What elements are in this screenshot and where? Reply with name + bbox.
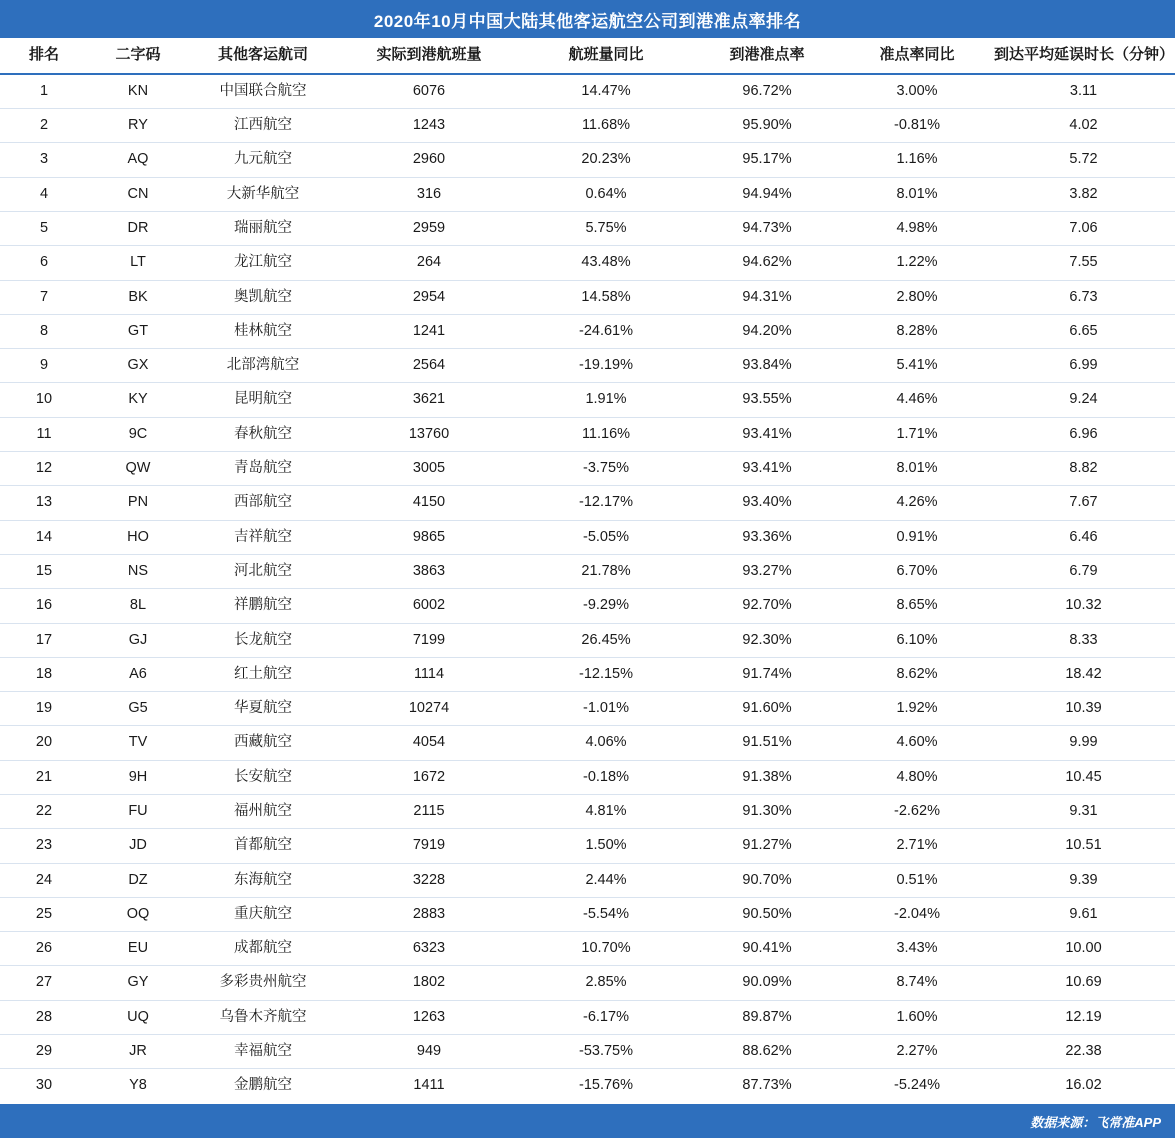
cell-rank: 2 <box>0 109 88 143</box>
cell-rank: 18 <box>0 657 88 691</box>
table-row <box>0 932 1175 966</box>
cell-flights: 6323 <box>338 932 520 966</box>
cell-code: QW <box>88 452 188 486</box>
cell-code: Y8 <box>129 1077 147 1094</box>
cell-rank: 30 <box>35 1077 53 1094</box>
cell-ontime-yoy: 8.01% <box>842 452 992 486</box>
cell-ontime-yoy: 6.10% <box>842 623 992 657</box>
cell-flights: 3621 <box>338 383 520 417</box>
cell-airline: 西藏航空 <box>188 726 338 760</box>
cell-rank: 28 <box>0 1000 88 1034</box>
cell-ontime-yoy: 8.65% <box>842 589 992 623</box>
cell-flights: 3863 <box>338 554 520 588</box>
table-row <box>0 452 1175 486</box>
table-row <box>0 417 1175 451</box>
cell-flights-yoy: -12.15% <box>520 657 692 691</box>
cell-flights-yoy: 0.64% <box>520 177 692 211</box>
table-row <box>0 246 1175 280</box>
table-row <box>0 966 1175 1000</box>
cell-avg-delay: 10.45 <box>992 760 1175 794</box>
cell-ontime-yoy: 2.80% <box>842 280 992 314</box>
cell-airline: 乌鲁木齐航空 <box>188 1000 338 1034</box>
cell-flights: 2883 <box>338 897 520 931</box>
cell-flights-yoy: 14.58% <box>520 280 692 314</box>
cell-code: PN <box>88 486 188 520</box>
table-row <box>0 143 1175 177</box>
cell-airline: 吉祥航空 <box>188 520 338 554</box>
table-row <box>0 349 1175 383</box>
cell-code: GT <box>88 314 188 348</box>
cell-avg-delay: 12.19 <box>992 1000 1175 1034</box>
cell-flights-yoy: -53.75% <box>520 1035 692 1069</box>
page-title-text: 2020年10月中国大陆其他客运航空公司到港准点率排名 <box>373 11 802 31</box>
cell-code: KY <box>88 383 188 417</box>
cell-code: HO <box>88 520 188 554</box>
cell-avg-delay: 9.99 <box>992 726 1175 760</box>
cell-rank: 13 <box>0 486 88 520</box>
cell-code: G5 <box>88 692 188 726</box>
cell-airline: 桂林航空 <box>188 314 338 348</box>
cell-airline: 华夏航空 <box>188 692 338 726</box>
cell-code: GJ <box>88 623 188 657</box>
cell-flights: 2959 <box>338 211 520 245</box>
cell-code: LT <box>88 246 188 280</box>
cell-rank: 27 <box>0 966 88 1000</box>
cell-ontime-yoy: 1.92% <box>842 692 992 726</box>
cell-airline: 多彩贵州航空 <box>188 966 338 1000</box>
cell-ontime-rate: 93.40% <box>692 486 842 520</box>
table-row <box>0 109 1175 143</box>
cell-code: GX <box>88 349 188 383</box>
cell-rank: 12 <box>0 452 88 486</box>
cell-flights: 1263 <box>338 1000 520 1034</box>
cell-flights-yoy: -6.17% <box>520 1000 692 1034</box>
cell-rank: 25 <box>0 897 88 931</box>
cell-flights: 2960 <box>338 143 520 177</box>
cell-code: RY <box>88 109 188 143</box>
cell-code: 9H <box>88 760 188 794</box>
cell-rank: 15 <box>0 554 88 588</box>
cell-flights: 949 <box>338 1035 520 1069</box>
cell-flights-yoy: 20.23% <box>520 143 692 177</box>
cell-avg-delay: 6.79 <box>992 554 1175 588</box>
cell-rank: 3 <box>0 143 88 177</box>
cell-ontime-rate: 95.17% <box>692 143 842 177</box>
cell-avg-delay: 8.82 <box>992 452 1175 486</box>
cell-airline: 西部航空 <box>188 486 338 520</box>
cell-rank: 21 <box>0 760 88 794</box>
cell-ontime-rate: 90.70% <box>692 863 842 897</box>
cell-airline: 重庆航空 <box>188 897 338 931</box>
cell-code: OQ <box>88 897 188 931</box>
cell-ontime-rate: 91.30% <box>692 794 842 828</box>
cell-ontime-rate: 91.74% <box>692 657 842 691</box>
cell-flights: 316 <box>338 177 520 211</box>
cell-rank: 16 <box>0 589 88 623</box>
cell-flights-yoy: 14.47% <box>520 74 692 109</box>
cell-ontime-yoy: 0.51% <box>842 863 992 897</box>
cell-avg-delay: 4.02 <box>992 109 1175 143</box>
cell-avg-delay: 18.42 <box>992 657 1175 691</box>
cell-ontime-yoy: -5.24% <box>894 1077 940 1094</box>
column-header-ontime-yoy: 准点率同比 <box>842 38 992 74</box>
cell-ontime-rate: 94.62% <box>692 246 842 280</box>
cell-avg-delay: 3.82 <box>992 177 1175 211</box>
cell-flights-yoy: 1.50% <box>520 829 692 863</box>
cell-ontime-rate: 93.84% <box>692 349 842 383</box>
cell-ontime-rate: 91.38% <box>692 760 842 794</box>
cell-ontime-rate: 93.41% <box>692 417 842 451</box>
cell-flights: 6076 <box>338 74 520 109</box>
cell-airline: 瑞丽航空 <box>188 211 338 245</box>
cell-code: EU <box>88 932 188 966</box>
cell-avg-delay: 6.65 <box>992 314 1175 348</box>
cell-flights-yoy: 4.81% <box>520 794 692 828</box>
cell-code: AQ <box>88 143 188 177</box>
cell-ontime-rate: 93.27% <box>692 554 842 588</box>
header-row <box>0 38 1175 74</box>
table-row <box>0 829 1175 863</box>
cell-code: TV <box>88 726 188 760</box>
cell-flights: 4054 <box>338 726 520 760</box>
cell-ontime-yoy: -2.62% <box>842 794 992 828</box>
cell-ontime-yoy: 3.43% <box>842 932 992 966</box>
cell-avg-delay: 10.51 <box>992 829 1175 863</box>
cell-airline: 成都航空 <box>188 932 338 966</box>
column-header-flights: 实际到港航班量 <box>338 38 520 74</box>
cell-flights-yoy: -9.29% <box>520 589 692 623</box>
table-row <box>0 520 1175 554</box>
cell-flights: 3228 <box>338 863 520 897</box>
table-row <box>0 280 1175 314</box>
cell-ontime-rate: 94.20% <box>692 314 842 348</box>
column-header-airline: 其他客运航司 <box>188 38 338 74</box>
cell-rank: 8 <box>0 314 88 348</box>
cell-rank: 6 <box>0 246 88 280</box>
cell-flights-yoy: 2.44% <box>520 863 692 897</box>
cell-airline: 福州航空 <box>188 794 338 828</box>
cell-avg-delay: 9.39 <box>992 863 1175 897</box>
cell-rank: 22 <box>0 794 88 828</box>
cell-flights: 1672 <box>338 760 520 794</box>
cell-flights: 6002 <box>338 589 520 623</box>
cell-airline: 长安航空 <box>188 760 338 794</box>
cell-rank: 7 <box>0 280 88 314</box>
cell-avg-delay: 7.55 <box>992 246 1175 280</box>
cell-ontime-yoy: 4.98% <box>842 211 992 245</box>
cell-flights-yoy: 4.06% <box>520 726 692 760</box>
cell-airline: 幸福航空 <box>188 1035 338 1069</box>
cell-ontime-rate: 92.70% <box>692 589 842 623</box>
table-row <box>0 1035 1175 1069</box>
cell-ontime-yoy: 1.60% <box>842 1000 992 1034</box>
cell-ontime-yoy: 8.01% <box>842 177 992 211</box>
cell-flights: 1802 <box>338 966 520 1000</box>
cell-airline: 北部湾航空 <box>188 349 338 383</box>
cell-flights: 1114 <box>338 657 520 691</box>
cell-airline: 春秋航空 <box>188 417 338 451</box>
cell-ontime-yoy: -0.81% <box>842 109 992 143</box>
cell-rank: 24 <box>0 863 88 897</box>
cell-flights: 1241 <box>338 314 520 348</box>
cell-ontime-rate: 90.09% <box>692 966 842 1000</box>
cell-flights-yoy: 10.70% <box>520 932 692 966</box>
cell-ontime-rate: 96.72% <box>692 74 842 109</box>
cell-flights-yoy: 5.75% <box>520 211 692 245</box>
cell-ontime-rate: 91.27% <box>692 829 842 863</box>
cell-airline: 红土航空 <box>188 657 338 691</box>
cell-code: DR <box>88 211 188 245</box>
cell-code: FU <box>88 794 188 828</box>
cell-rank: 10 <box>0 383 88 417</box>
cell-flights-yoy: 2.85% <box>520 966 692 1000</box>
cell-flights-yoy: -5.54% <box>520 897 692 931</box>
cell-flights-yoy: 1.91% <box>520 383 692 417</box>
cell-ontime-yoy: 6.70% <box>842 554 992 588</box>
table-row <box>0 760 1175 794</box>
cell-airline: 龙江航空 <box>188 246 338 280</box>
cell-code: JD <box>88 829 188 863</box>
cell-avg-delay: 10.32 <box>992 589 1175 623</box>
table-row <box>0 314 1175 348</box>
cell-rank: 23 <box>0 829 88 863</box>
cell-flights: 10274 <box>338 692 520 726</box>
cell-flights: 1411 <box>413 1077 445 1094</box>
cell-avg-delay: 6.73 <box>992 280 1175 314</box>
cell-code: DZ <box>88 863 188 897</box>
cell-flights-yoy: -0.18% <box>520 760 692 794</box>
cell-ontime-rate: 94.94% <box>692 177 842 211</box>
cell-ontime-yoy: 5.41% <box>842 349 992 383</box>
column-header-rank: 排名 <box>0 38 88 74</box>
cell-code: 9C <box>88 417 188 451</box>
cell-flights: 3005 <box>338 452 520 486</box>
cell-ontime-rate: 90.41% <box>692 932 842 966</box>
cell-ontime-yoy: 1.16% <box>842 143 992 177</box>
cell-code: GY <box>88 966 188 1000</box>
cell-airline: 祥鹏航空 <box>188 589 338 623</box>
table-row <box>0 726 1175 760</box>
cell-ontime-yoy: 2.27% <box>842 1035 992 1069</box>
cell-code: JR <box>88 1035 188 1069</box>
cell-flights: 1243 <box>338 109 520 143</box>
cell-airline: 金鹏航空 <box>234 1077 292 1094</box>
table-row <box>0 383 1175 417</box>
cell-flights-yoy: -12.17% <box>520 486 692 520</box>
cell-rank: 26 <box>0 932 88 966</box>
table-row <box>0 863 1175 897</box>
cell-ontime-yoy: 4.46% <box>842 383 992 417</box>
cell-rank: 14 <box>0 520 88 554</box>
column-header-code: 二字码 <box>88 38 188 74</box>
cell-flights: 13760 <box>338 417 520 451</box>
ranking-table <box>0 38 1175 1103</box>
cell-ontime-yoy: 2.71% <box>842 829 992 863</box>
cell-code: CN <box>88 177 188 211</box>
cell-rank: 20 <box>0 726 88 760</box>
cell-flights: 2115 <box>338 794 520 828</box>
cell-ontime-rate: 89.87% <box>692 1000 842 1034</box>
cell-code: A6 <box>88 657 188 691</box>
table-row <box>0 177 1175 211</box>
cell-flights-yoy: -19.19% <box>520 349 692 383</box>
cell-airline: 首都航空 <box>188 829 338 863</box>
cell-ontime-rate: 87.73% <box>742 1077 792 1094</box>
cell-flights: 264 <box>338 246 520 280</box>
source-text: 数据来源：飞常准APP <box>1030 1114 1161 1130</box>
cell-flights-yoy: 21.78% <box>520 554 692 588</box>
table-row <box>0 554 1175 588</box>
cell-airline: 江西航空 <box>188 109 338 143</box>
table-row <box>0 794 1175 828</box>
cell-ontime-rate: 94.31% <box>692 280 842 314</box>
cell-avg-delay: 5.72 <box>992 143 1175 177</box>
cell-ontime-yoy: -2.04% <box>842 897 992 931</box>
cell-code: 8L <box>88 589 188 623</box>
page-title <box>0 0 1175 38</box>
cell-code: UQ <box>88 1000 188 1034</box>
cell-airline: 中国联合航空 <box>188 74 338 109</box>
cell-avg-delay: 3.11 <box>992 74 1175 109</box>
cell-avg-delay: 10.00 <box>992 932 1175 966</box>
cell-flights: 7919 <box>338 829 520 863</box>
cell-ontime-rate: 93.41% <box>692 452 842 486</box>
table-row <box>0 1000 1175 1034</box>
cell-avg-delay: 9.61 <box>992 897 1175 931</box>
cell-avg-delay: 10.39 <box>992 692 1175 726</box>
source-footer <box>0 1104 1175 1138</box>
cell-ontime-rate: 95.90% <box>692 109 842 143</box>
cell-avg-delay: 7.67 <box>992 486 1175 520</box>
cell-ontime-rate: 93.55% <box>692 383 842 417</box>
cell-code: KN <box>88 74 188 109</box>
cell-ontime-rate: 94.73% <box>692 211 842 245</box>
cell-flights: 9865 <box>338 520 520 554</box>
cell-ontime-rate: 92.30% <box>692 623 842 657</box>
column-header-avg-delay: 到达平均延误时长（分钟） <box>992 38 1175 74</box>
cell-rank: 4 <box>0 177 88 211</box>
cell-airline: 青岛航空 <box>188 452 338 486</box>
cell-code: BK <box>88 280 188 314</box>
cell-avg-delay: 10.69 <box>992 966 1175 1000</box>
cell-flights-yoy: 11.16% <box>520 417 692 451</box>
cell-airline: 昆明航空 <box>188 383 338 417</box>
cell-avg-delay: 6.96 <box>992 417 1175 451</box>
cell-rank: 29 <box>0 1035 88 1069</box>
cell-flights-yoy: -15.76% <box>578 1077 633 1094</box>
cell-flights-yoy: -5.05% <box>520 520 692 554</box>
cell-avg-delay: 6.99 <box>992 349 1175 383</box>
cell-airline: 九元航空 <box>188 143 338 177</box>
cell-airline: 长龙航空 <box>188 623 338 657</box>
table-body <box>0 74 1175 1103</box>
cell-flights-yoy: 26.45% <box>520 623 692 657</box>
cell-flights: 7199 <box>338 623 520 657</box>
table-header <box>0 38 1175 74</box>
cell-ontime-rate: 88.62% <box>692 1035 842 1069</box>
cell-code: NS <box>88 554 188 588</box>
table-row <box>0 589 1175 623</box>
table-row <box>0 486 1175 520</box>
cell-flights: 2564 <box>338 349 520 383</box>
cell-ontime-yoy: 4.80% <box>842 760 992 794</box>
cell-ontime-rate: 93.36% <box>692 520 842 554</box>
cell-ontime-rate: 90.50% <box>692 897 842 931</box>
cell-avg-delay: 8.33 <box>992 623 1175 657</box>
table-row <box>0 74 1175 109</box>
cell-flights: 4150 <box>338 486 520 520</box>
cell-ontime-rate: 91.60% <box>692 692 842 726</box>
cell-ontime-yoy: 8.62% <box>842 657 992 691</box>
cell-flights-yoy: -3.75% <box>520 452 692 486</box>
table-container <box>0 38 1175 1137</box>
cell-avg-delay: 9.24 <box>992 383 1175 417</box>
cell-rank: 1 <box>0 74 88 109</box>
cell-rank: 5 <box>0 211 88 245</box>
cell-airline: 河北航空 <box>188 554 338 588</box>
cell-ontime-yoy: 0.91% <box>842 520 992 554</box>
cell-ontime-yoy: 3.00% <box>842 74 992 109</box>
table-row <box>0 897 1175 931</box>
cell-flights: 2954 <box>338 280 520 314</box>
table-row <box>0 623 1175 657</box>
cell-flights-yoy: -24.61% <box>520 314 692 348</box>
cell-ontime-yoy: 8.28% <box>842 314 992 348</box>
column-header-ontime-rate: 到港准点率 <box>692 38 842 74</box>
cell-ontime-rate: 91.51% <box>692 726 842 760</box>
cell-rank: 9 <box>0 349 88 383</box>
cell-ontime-yoy: 1.22% <box>842 246 992 280</box>
cell-airline: 东海航空 <box>188 863 338 897</box>
table-row <box>0 1069 1175 1103</box>
cell-airline: 大新华航空 <box>188 177 338 211</box>
table-row <box>0 657 1175 691</box>
table-row <box>0 211 1175 245</box>
cell-rank: 17 <box>0 623 88 657</box>
cell-avg-delay: 7.06 <box>992 211 1175 245</box>
cell-flights-yoy: -1.01% <box>520 692 692 726</box>
cell-flights-yoy: 43.48% <box>520 246 692 280</box>
cell-rank: 11 <box>0 417 88 451</box>
cell-avg-delay: 16.02 <box>1065 1077 1102 1094</box>
cell-avg-delay: 9.31 <box>992 794 1175 828</box>
cell-ontime-yoy: 8.74% <box>842 966 992 1000</box>
table-row <box>0 692 1175 726</box>
cell-ontime-yoy: 4.60% <box>842 726 992 760</box>
cell-flights-yoy: 11.68% <box>520 109 692 143</box>
column-header-flights-yoy: 航班量同比 <box>520 38 692 74</box>
cell-airline: 奥凯航空 <box>188 280 338 314</box>
cell-ontime-yoy: 1.71% <box>842 417 992 451</box>
cell-avg-delay: 22.38 <box>992 1035 1175 1069</box>
cell-ontime-yoy: 4.26% <box>842 486 992 520</box>
cell-rank: 19 <box>0 692 88 726</box>
cell-avg-delay: 6.46 <box>992 520 1175 554</box>
